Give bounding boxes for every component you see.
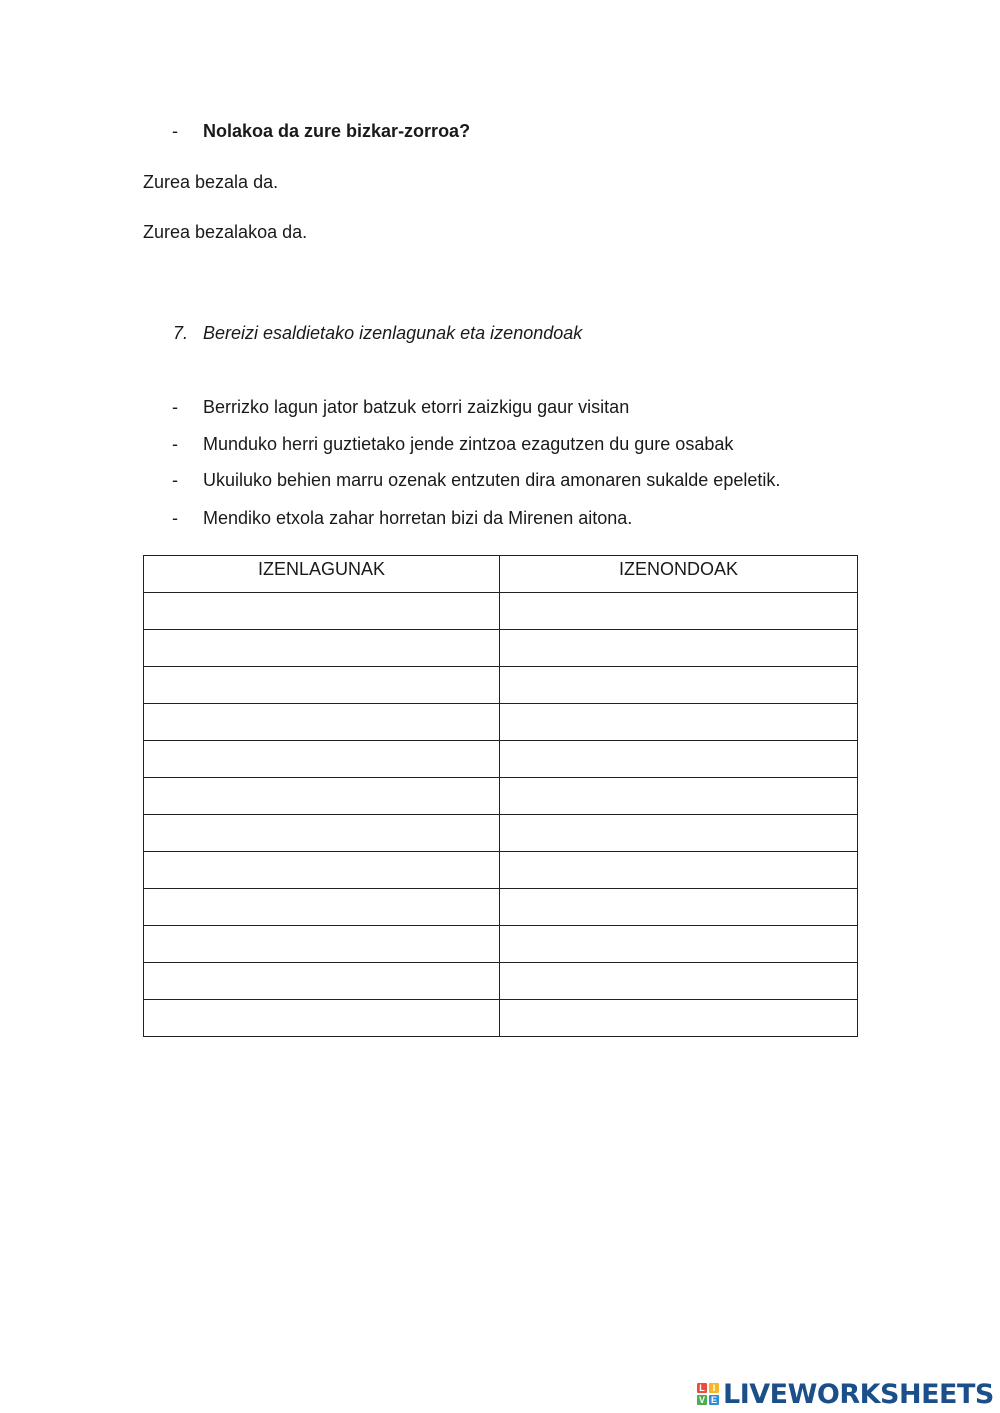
izenlagunak-answer-cell[interactable] bbox=[144, 704, 500, 741]
izenlagunak-answer-cell[interactable] bbox=[144, 852, 500, 889]
table-header-row bbox=[144, 556, 858, 593]
izenondoak-answer-cell[interactable] bbox=[500, 741, 858, 778]
bullet-dash: - bbox=[172, 434, 178, 454]
table-row bbox=[144, 741, 858, 778]
izenondoak-answer-cell[interactable] bbox=[500, 667, 858, 704]
table-row bbox=[144, 1000, 858, 1037]
header-izenlagunak: IZENLAGUNAK bbox=[144, 556, 500, 593]
answer-table bbox=[143, 555, 858, 1037]
izenondoak-answer-cell[interactable] bbox=[500, 630, 858, 667]
logo-text: LIVEWORKSHEETS bbox=[723, 1378, 994, 1410]
izenlagunak-answer-cell[interactable] bbox=[144, 963, 500, 1000]
exercise-instruction: Bereizi esaldietako izenlagunak eta izenondoak bbox=[203, 323, 583, 343]
answer-line-1: Zurea bezala da. bbox=[143, 172, 279, 192]
table-body bbox=[144, 593, 858, 1037]
izenondoak-answer-cell[interactable] bbox=[500, 963, 858, 1000]
logo-mark-cell: V bbox=[698, 1395, 705, 1405]
liveworksheets-logo bbox=[697, 1378, 994, 1410]
table-row bbox=[144, 926, 858, 963]
table-row bbox=[144, 852, 858, 889]
answer-line-2: Zurea bezalakoa da. bbox=[143, 222, 308, 242]
table-row bbox=[144, 815, 858, 852]
izenlagunak-answer-cell[interactable] bbox=[144, 778, 500, 815]
table-row bbox=[144, 778, 858, 815]
sentence-4: Mendiko etxola zahar horretan bizi da Mirenen aitona. bbox=[203, 508, 633, 528]
izenondoak-answer-cell[interactable] bbox=[500, 889, 858, 926]
table-row bbox=[144, 593, 858, 630]
bullet-dash: - bbox=[172, 470, 178, 490]
izenondoak-answer-cell[interactable] bbox=[500, 852, 858, 889]
izenlagunak-answer-cell[interactable] bbox=[144, 926, 500, 963]
sentence-2: Munduko herri guztietako jende zintzoa ezagutzen du gure osabak bbox=[203, 434, 734, 454]
sentence-1: Berrizko lagun jator batzuk etorri zaizkigu gaur visitan bbox=[203, 397, 630, 417]
izenondoak-answer-cell[interactable] bbox=[500, 1000, 858, 1037]
question-text: Nolakoa da zure bizkar-zorroa? bbox=[203, 121, 471, 141]
bullet-dash: - bbox=[172, 508, 178, 528]
header-izenondoak: IZENONDOAK bbox=[500, 556, 858, 593]
logo-mark-icon bbox=[697, 1383, 719, 1405]
sentence-3: Ukuiluko behien marru ozenak entzuten dira amonaren sukalde epeletik. bbox=[203, 470, 781, 490]
logo-mark-cell: L bbox=[697, 1383, 707, 1393]
table-row bbox=[144, 889, 858, 926]
logo-mark-cell: E bbox=[710, 1395, 717, 1405]
exercise-number: 7. bbox=[173, 323, 189, 343]
izenondoak-answer-cell[interactable] bbox=[500, 778, 858, 815]
izenlagunak-answer-cell[interactable] bbox=[144, 667, 500, 704]
table-row bbox=[144, 704, 858, 741]
izenlagunak-answer-cell[interactable] bbox=[144, 593, 500, 630]
izenondoak-answer-cell[interactable] bbox=[500, 704, 858, 741]
izenlagunak-answer-cell[interactable] bbox=[144, 1000, 500, 1037]
bullet-dash: - bbox=[172, 121, 178, 141]
izenlagunak-answer-cell[interactable] bbox=[144, 815, 500, 852]
izenlagunak-answer-cell[interactable] bbox=[144, 630, 500, 667]
logo-mark-cell: I bbox=[709, 1383, 719, 1393]
bullet-dash: - bbox=[172, 397, 178, 417]
izenlagunak-answer-cell[interactable] bbox=[144, 889, 500, 926]
table-row bbox=[144, 963, 858, 1000]
table-row bbox=[144, 630, 858, 667]
izenondoak-answer-cell[interactable] bbox=[500, 815, 858, 852]
table-row bbox=[144, 667, 858, 704]
izenlagunak-answer-cell[interactable] bbox=[144, 741, 500, 778]
izenondoak-answer-cell[interactable] bbox=[500, 926, 858, 963]
izenondoak-answer-cell[interactable] bbox=[500, 593, 858, 630]
